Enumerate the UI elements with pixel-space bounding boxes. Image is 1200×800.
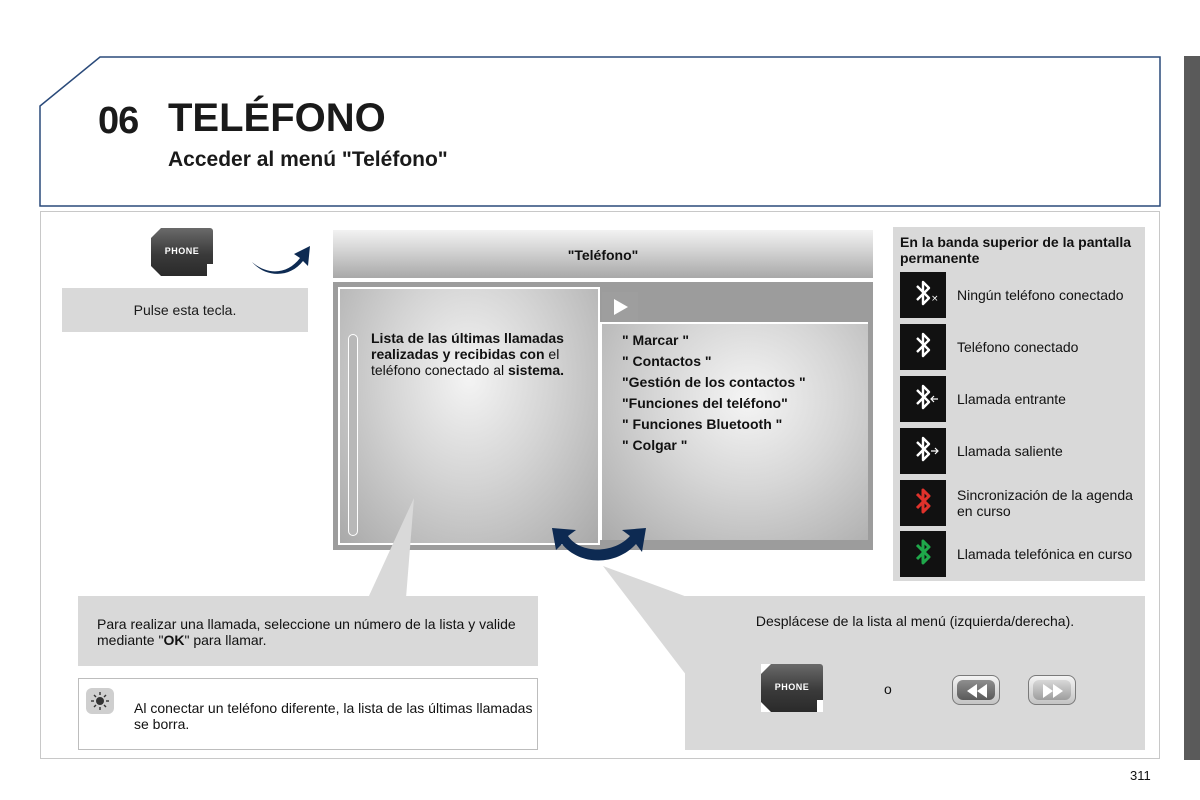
status-label: Sincronización de la agenda en curso (957, 487, 1133, 519)
scroll-instruction: Desplácese de la lista al menú (izquierda/derecha). (755, 613, 1075, 629)
svg-text:×: × (931, 294, 939, 304)
status-item (900, 324, 1140, 370)
menu-item-marcar: " Marcar " (622, 332, 689, 348)
bluetooth-call-icon (900, 531, 946, 577)
menu-item-funciones-telefono: "Funciones del teléfono" (622, 395, 788, 411)
call-instruction (97, 616, 533, 648)
page-title: TELÉFONO (168, 96, 386, 140)
tip-lightbulb-icon (86, 688, 114, 714)
status-label: Teléfono conectado (957, 339, 1079, 355)
bluetooth-sync-icon (900, 480, 946, 526)
call-list-description-bold: Lista de las últimas llamadas realizadas y recibidas con (371, 330, 564, 362)
bluetooth-outgoing-icon (900, 428, 946, 474)
call-instruction-after: " para llamar. (184, 632, 267, 648)
status-item (900, 376, 1140, 422)
menu-item-colgar: " Colgar " (622, 437, 688, 453)
seek-forward-icon (1028, 675, 1076, 705)
left-right-arrow-icon (544, 520, 654, 568)
call-instruction-key: OK (163, 632, 185, 648)
status-item (900, 480, 1140, 526)
status-label: Llamada entrante (957, 391, 1066, 407)
status-item (900, 531, 1140, 577)
call-instruction-before: Para realizar una llamada, seleccione un número de la lista y valide mediante " (97, 616, 516, 648)
or-text: o (884, 681, 892, 697)
status-item (900, 428, 1140, 474)
chapter-number: 06 (98, 100, 139, 142)
bluetooth-disconnected-icon (900, 272, 946, 318)
page-subtitle: Acceder al menú "Teléfono" (168, 148, 448, 171)
menu-item-gestion-contactos: "Gestión de los contactos " (622, 374, 806, 390)
menu-item-funciones-bluetooth: " Funciones Bluetooth " (622, 416, 783, 432)
menu-item-contactos: " Contactos " (622, 353, 712, 369)
screen-title: "Teléfono" (567, 247, 639, 263)
phone-key-label-small: PHONE (774, 682, 810, 692)
status-item (900, 272, 1140, 318)
bluetooth-incoming-icon (900, 376, 946, 422)
press-instruction: Pulse esta tecla. (133, 302, 237, 318)
status-panel-title: En la banda superior de la pantalla permanente (900, 234, 1132, 266)
status-label: Llamada saliente (957, 443, 1063, 459)
call-list-description-normal: el teléfono conectado al (371, 346, 560, 378)
seek-back-icon (952, 675, 1000, 705)
phone-key-icon-small (761, 664, 823, 712)
bluetooth-connected-icon (900, 324, 946, 370)
status-label: Llamada telefónica en curso (957, 546, 1133, 562)
phone-key-label: PHONE (164, 246, 200, 256)
call-list-description-end: sistema. (508, 362, 565, 378)
page-number: 311 (1130, 768, 1151, 783)
status-label: Ningún teléfono conectado (957, 287, 1124, 303)
note-text: Al conectar un teléfono diferente, la lista de las últimas llamadas se borra. (134, 700, 533, 732)
